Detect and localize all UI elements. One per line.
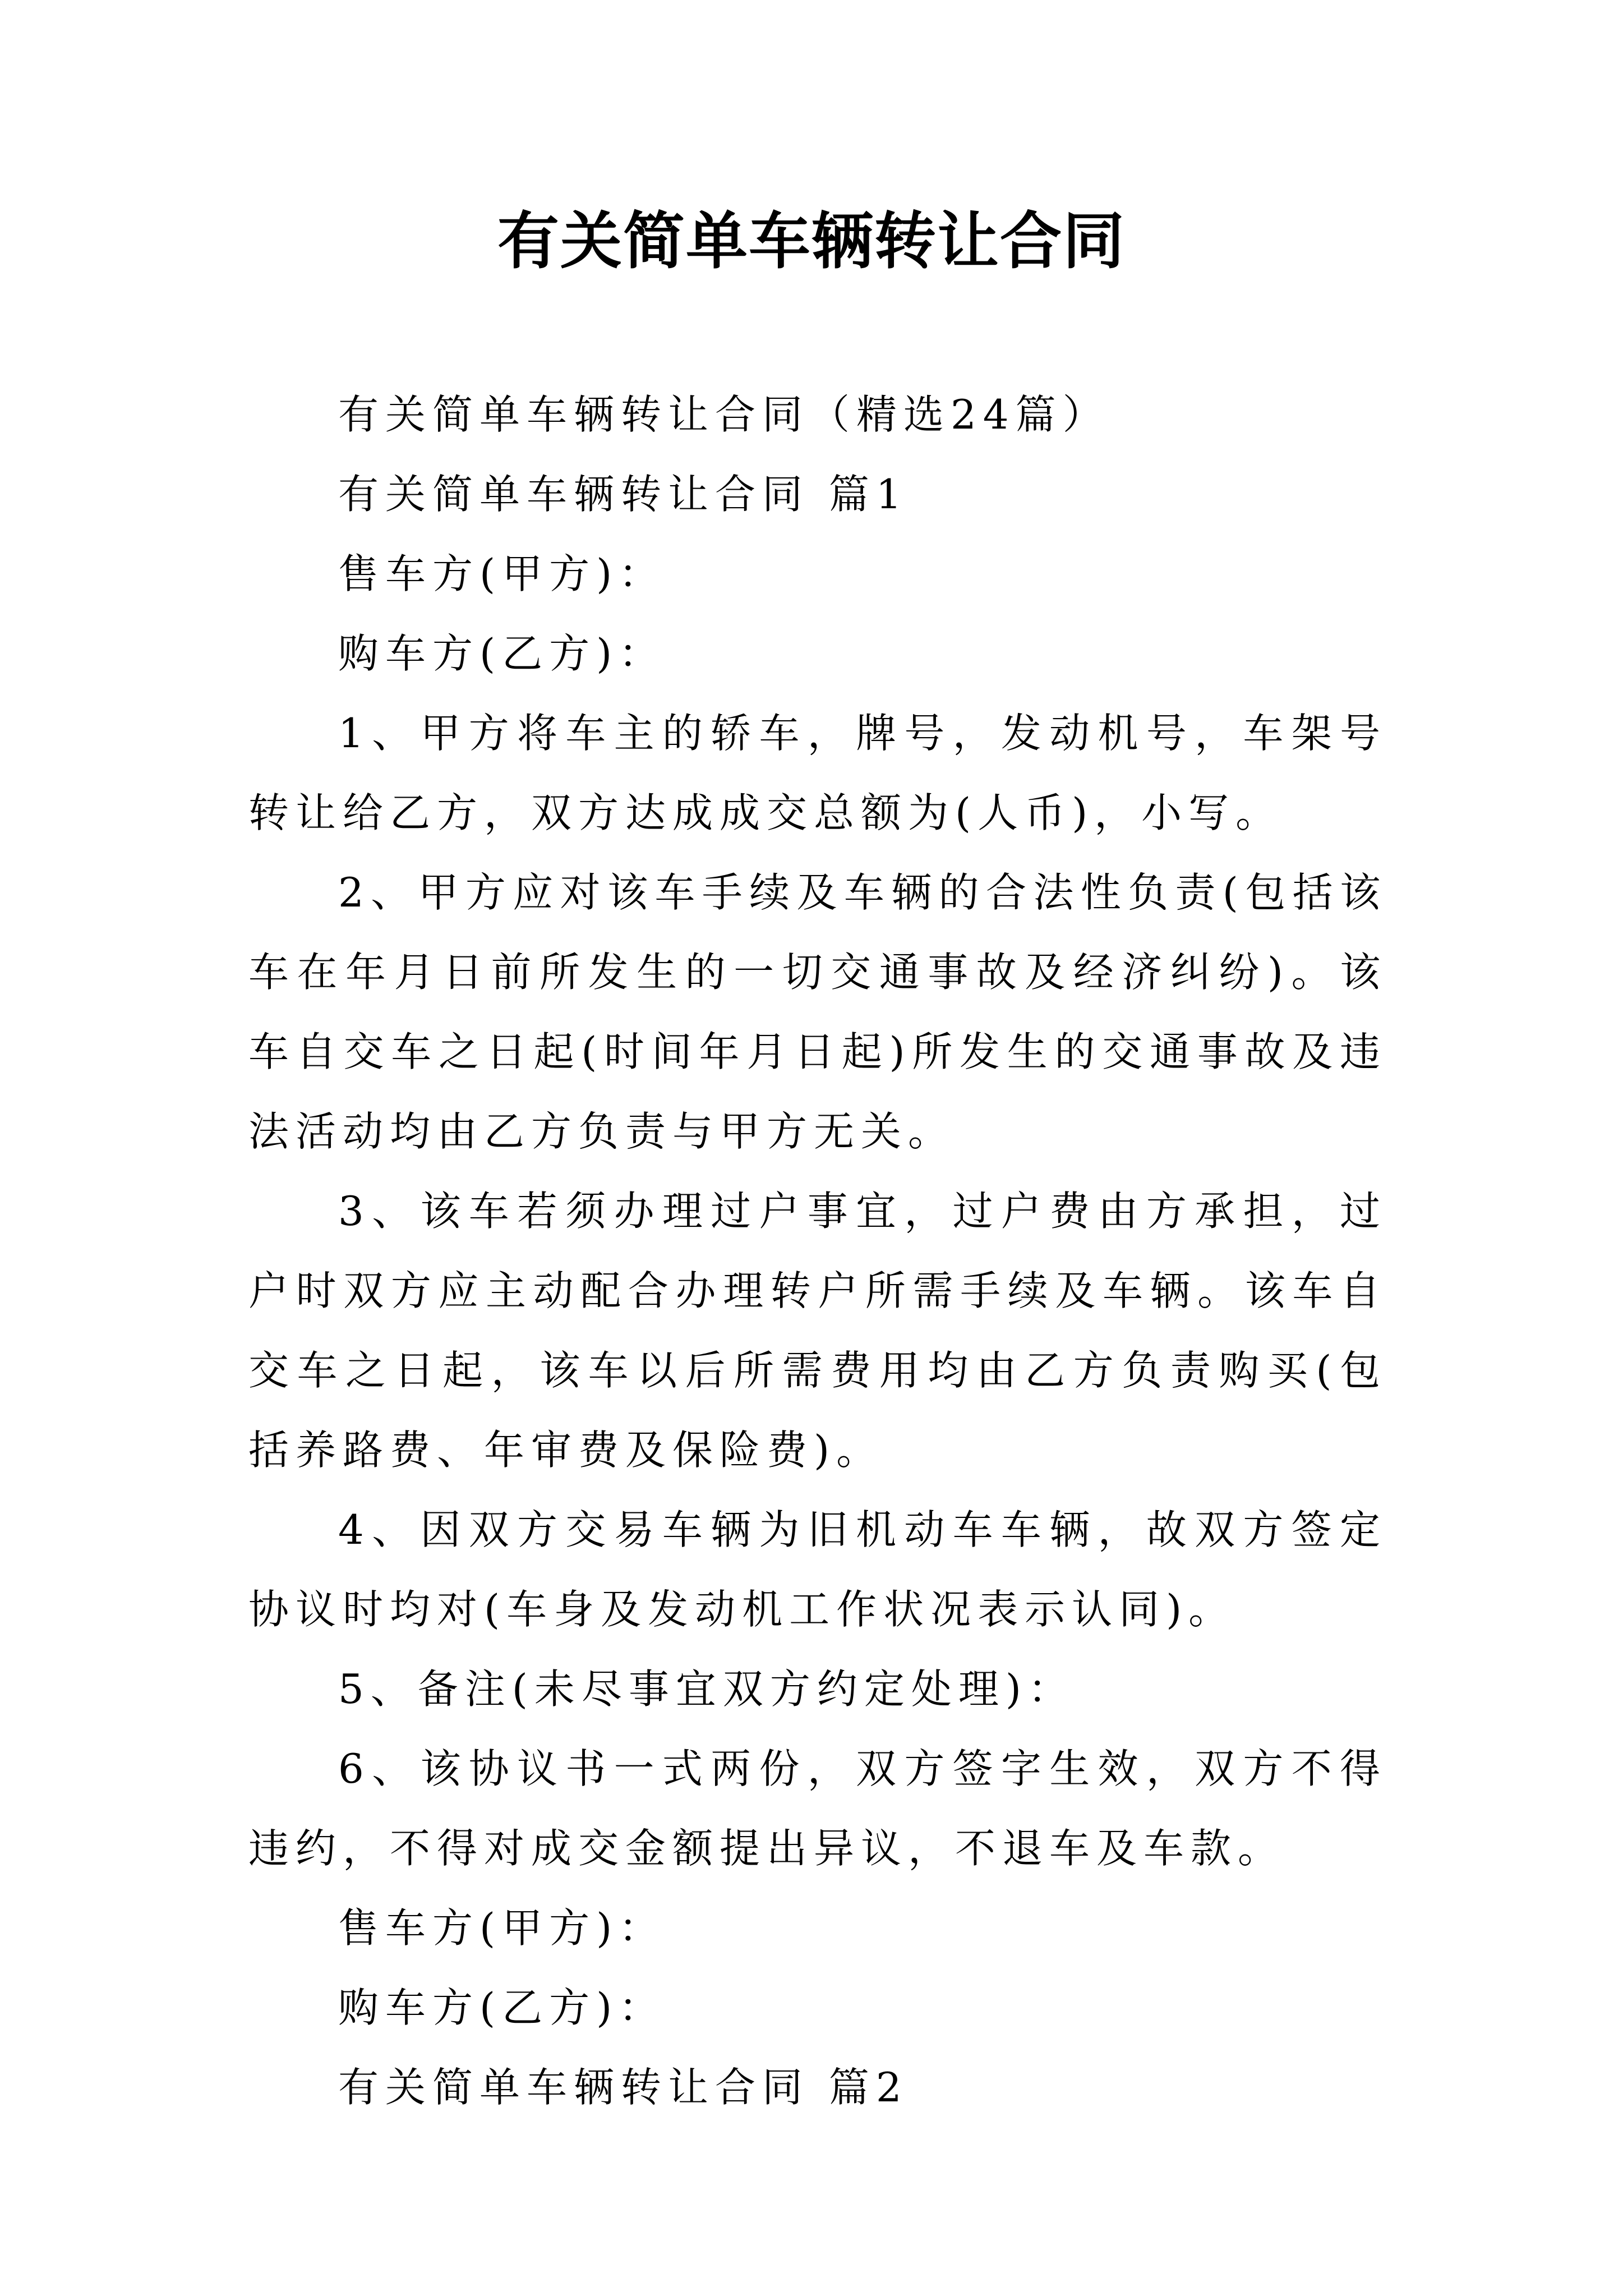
clause-6: 6、该协议书一式两份，双方签字生效，双方不得违约，不得对成交金额提出异议，不退车及车款。 [248, 1745, 1387, 1872]
clause-1: 1、甲方将车主的轿车，牌号，发动机号，车架号转让给乙方，双方达成成交总额为(人币)，小写。 [248, 710, 1387, 836]
clause-2: 2、甲方应对该车手续及车辆的合法性负责(包括该车在年月日前所发生的一切交通事故及经济纠纷)。该车自交车之日起(时间年月日起)所发生的交通事故及违法活动均由乙方负责与甲方无关。 [248, 869, 1387, 1155]
document-title: 有关简单车辆转让合同 [497, 205, 1126, 277]
clause-4: 4、因双方交易车辆为旧机动车车辆，故双方签定协议时均对(车身及发动机工作状况表示认同)。 [248, 1506, 1387, 1633]
document-body [248, 375, 1387, 2127]
subtitle-selection: 有关简单车辆转让合同（精选24篇） [338, 391, 1110, 438]
seller-label: 售车方(甲方)： [338, 550, 666, 597]
buyer-label: 购车方(乙方)： [338, 630, 666, 677]
buyer-signature-label: 购车方(乙方)： [338, 1984, 666, 2031]
clause-5: 5、备注(未尽事宜双方约定处理)： [338, 1665, 1075, 1713]
section-heading-2: 有关简单车辆转让合同 篇2 [338, 2064, 909, 2111]
clause-3: 3、该车若须办理过户事宜，过户费由方承担，过户时双方应主动配合办理转户所需手续及车辆。该车自交车之日起，该车以后所需费用均由乙方负责购买(包括养路费、年审费及保险费)。 [248, 1188, 1387, 1474]
seller-signature-label: 售车方(甲方)： [338, 1904, 666, 1952]
section-heading-1: 有关简单车辆转让合同 篇1 [338, 471, 909, 518]
